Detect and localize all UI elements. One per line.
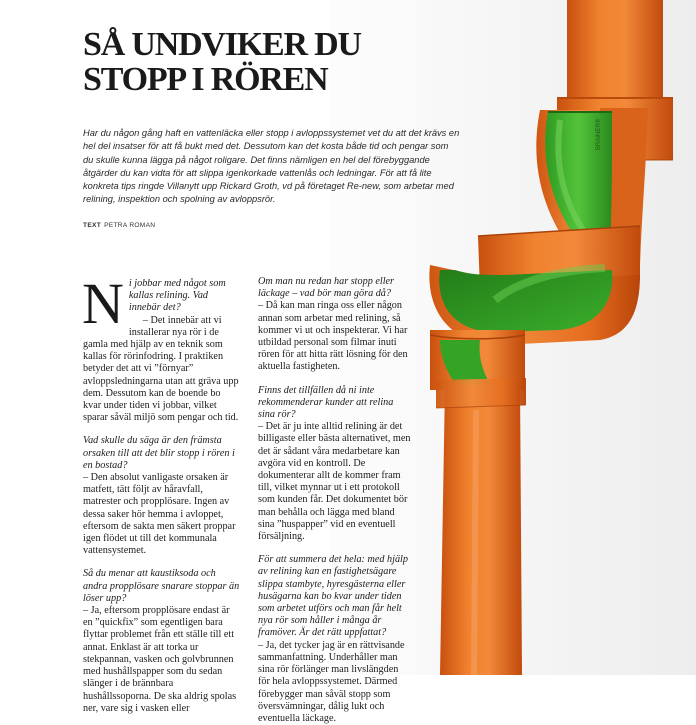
answer-1: – Det innebär att vi installerar nya rör i de gamla med hjälp av en teknik som kallas för rörinfodring. I praktiken betyder det att vi ”förnyar” avloppsledningarna utan att gräva upp dem. Dessutom kan de boende bo kvar under tiden vi jobbar, vilket sparar såväl miljö som pengar och tid. bbox=[83, 314, 239, 424]
answer-3: – Ja, eftersom propplösare endast är en ”quickfix” som egentligen bara flyttar problemet från ett ställe till ett annat. Enklast är att torka ur stekpannan, vasken och golvbrunnen med hushållspapper som du sedan slänger i de brännbara hushållssoporna. De ska aldrig spolas ner, vare sig i vasken eller bbox=[83, 605, 237, 714]
answer-6: – Ja, det tycker jag är en rättvisande sammanfattning. Underhåller man sina rör förlänger man livslängden för hela avloppssystemet. Därmed förebygger man såväl stopp som översvämningar, dålig lukt och eventuella läckage. bbox=[258, 639, 405, 724]
article-ingress: Har du någon gång haft en vattenläcka eller stopp i avloppssystemet vet du att det krävs en hel del insatser för att få bukt med det. Dessutom kan det kosta både tid och pengar som du skulle kunna lägga på något roligare. Det finns nämligen en hel del förebyggande åtgärder du kan vidta för att slippa igenkorkade vattenlås och ledningar. För att få lite konkreta tips ringde Villanytt upp Rickard Groth, vd på företaget Re-new, som arbetar med relining, inspektion och spolning av avloppsrör. bbox=[83, 128, 460, 205]
liner-print-text: BRAINER® bbox=[596, 118, 602, 150]
question-6: För att summera det hela: med hjälp av relining kan en fastighetsägare slippa stambyte, hyresgästerna eller husägarna kan bo kvar under tiden som arbetet utförs och man får helt nya rör som håller i många år framöver. Är det rätt uppfattat? bbox=[258, 554, 408, 639]
question-2: Vad skulle du säga är den främsta orsaken till att det blir stopp i rören i en bostad? bbox=[83, 435, 235, 471]
answer-4: – Då kan man ringa oss eller någon annan som arbetar med relining, så kommer vi ut och inspekterar. Vi har utbildad personal som filmar inuti rören för att hitta rätt lösning för den aktuella fastigheten. bbox=[258, 300, 408, 373]
answer-2: – Den absolut vanligaste orsaken är matfett, tätt följt av håravfall, matrester och propplösare. Ingen av dessa saker hör hemma i avloppet, eftersom de sakta men säkert proppar igen flödet ut till det kommunala vattensystemet. bbox=[83, 472, 236, 557]
byline bbox=[83, 222, 155, 229]
question-3: Så du menar att kaustiksoda och andra propplösare snarare stoppar än löser upp? bbox=[83, 568, 240, 604]
answer-5: – Det är ju inte alltid relining är det billigaste eller bästa alternativet, men det är sådant våra medarbetare kan avgöra vid en kontroll. De dokumenterar allt de kommer fram till, vilket mynnar ut i ett protokoll som kunden får. Det dokumentet bör man behålla och lägga med bland sina ”huspapper” vid en eventuell försäljning. bbox=[258, 421, 411, 543]
text-column-1 bbox=[82, 271, 241, 715]
byline-label: TEXT bbox=[83, 222, 102, 229]
article-headline bbox=[83, 27, 413, 97]
byline-author: PETRA ROMAN bbox=[104, 222, 156, 229]
text-column-2 bbox=[258, 276, 411, 725]
headline-line-1: SÅ UNDVIKER DU bbox=[83, 26, 361, 63]
headline-line-2: STOPP I RÖREN bbox=[83, 61, 328, 98]
question-5: Finns det tillfällen då ni inte rekommenderar kunder att relina sina rör? bbox=[258, 384, 394, 421]
drop-cap: N bbox=[82, 271, 124, 336]
question-4: Om man nu redan har stopp eller läckage – vad bör man göra då? bbox=[258, 276, 395, 300]
question-1: i jobbar med något som kallas relining. Vad innebär det? bbox=[128, 278, 226, 314]
